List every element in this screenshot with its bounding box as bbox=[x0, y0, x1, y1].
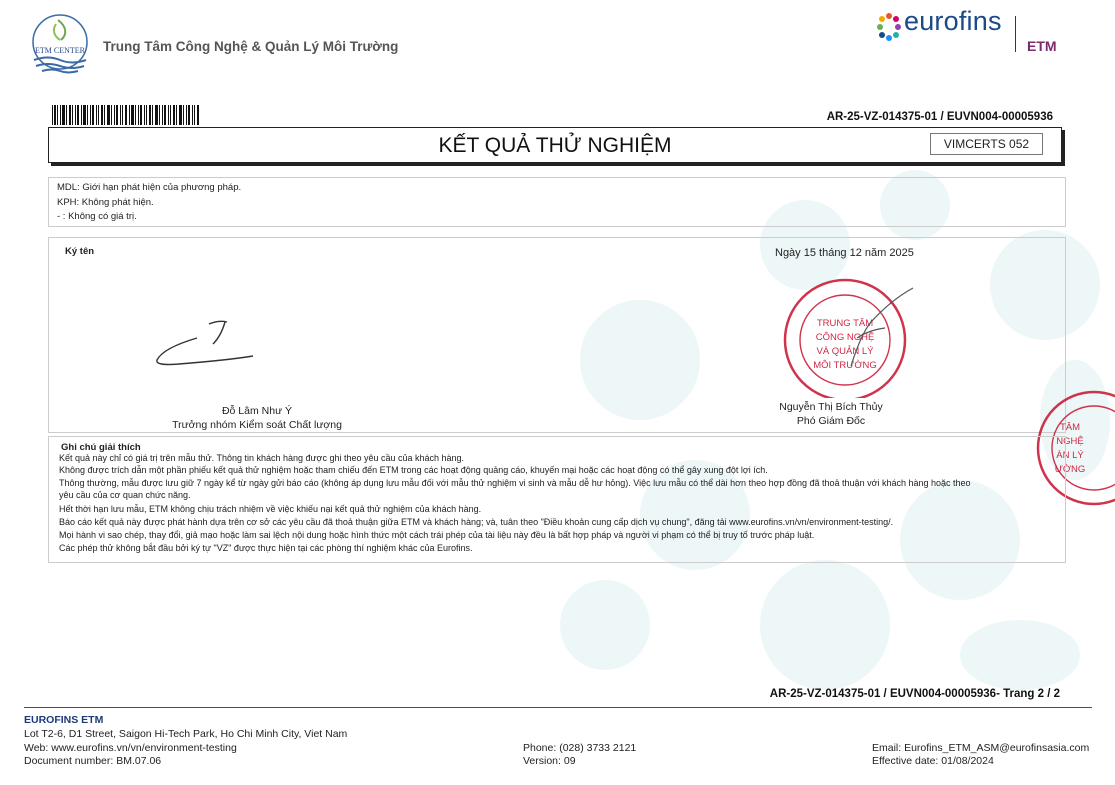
background-circle bbox=[760, 560, 890, 690]
footer-address: Lot T2-6, D1 Street, Saigon Hi-Tech Park, Ho Chi Minh City, Viet Nam bbox=[24, 728, 348, 740]
notes-box bbox=[48, 436, 1066, 563]
accreditation-badge: VIMCERTS 052 bbox=[930, 133, 1043, 155]
note-item: Báo cáo kết quả này được phát hành dựa trên cơ sở các yêu cầu đã thoả thuận giữa ETM và khách hàng; và, tuân theo "Điều khoản cung cấp dịch vụ chung", đăng tải www.eurofins.vn/vn/environment-testing/. bbox=[59, 517, 894, 527]
title-box bbox=[48, 127, 1062, 163]
organization-name: Trung Tâm Công Nghệ & Quản Lý Môi Trường bbox=[103, 39, 399, 54]
footer-email: Email: Eurofins_ETM_ASM@eurofinsasia.com bbox=[872, 742, 1090, 754]
svg-text:NGHỆ: NGHỆ bbox=[1056, 436, 1084, 447]
signature-label: Ký tên bbox=[65, 246, 95, 257]
note-item: Mọi hành vi sao chép, thay đổi, giả mạo hoặc làm sai lệch nội dung hoặc hình thức một cách trái phép của tài liệu này đều là bất hợp pháp và người vi phạm có thể bị truy tố trước pháp luật. bbox=[59, 530, 815, 540]
svg-text:ƯỜNG: ƯỜNG bbox=[1054, 464, 1086, 475]
signature-1-image bbox=[149, 314, 309, 374]
background-circle bbox=[960, 620, 1080, 690]
footer-effective-date: Effective date: 01/08/2024 bbox=[872, 755, 994, 767]
page-reference: AR-25-VZ-014375-01 / EUVN004-00005936- Trang 2 / 2 bbox=[769, 688, 1060, 700]
footer-phone: Phone: (028) 3733 2121 bbox=[523, 742, 637, 754]
footer-doc-number: Document number: BM.07.06 bbox=[24, 755, 162, 767]
report-id: AR-25-VZ-014375-01 / EUVN004-00005936 bbox=[826, 111, 1053, 123]
note-item: Hết thời hạn lưu mẫu, ETM không chịu trách nhiệm về việc khiếu nại kết quả thử nghiệm của khách hàng. bbox=[59, 504, 482, 514]
note-item: Thông thường, mẫu được lưu giữ 7 ngày kể từ ngày gửi báo cáo (không áp dụng lưu mẫu đối với mẫu thử nghiệm vi sinh và mẫu dễ hư hỏng). Việc lưu mẫu có thể dài hơn theo hợp đồng đã thoả thuận với khách hàng hoặc theo bbox=[59, 478, 971, 488]
background-circle bbox=[560, 580, 650, 670]
definition-line: MDL: Giới hạn phát hiện của phương pháp. bbox=[57, 182, 242, 193]
eurofins-brand: eurofins bbox=[904, 6, 1002, 36]
definition-line: KPH: Không phát hiện. bbox=[57, 197, 154, 208]
signer-2-name: Nguyễn Thị Bích Thủy bbox=[779, 401, 883, 413]
signer-1-title: Trưởng nhóm Kiểm soát Chất lượng bbox=[172, 419, 342, 431]
brand-divider bbox=[1015, 16, 1016, 52]
stamp-line: CÔNG NGHỆ bbox=[815, 332, 875, 343]
note-item: Không được trích dẫn một phần phiếu kết quả thử nghiệm hoặc tham chiếu đến ETM trong các hoạt động quảng cáo, khuyến mại hoặc các hoạt động có thể gây xung đột lợi ích. bbox=[59, 465, 768, 475]
svg-text:ÀN LÝ: ÀN LÝ bbox=[1056, 450, 1084, 461]
stamp-line: MÔI TRƯỜNG bbox=[813, 360, 877, 371]
signer-2-title: Phó Giám Đốc bbox=[796, 415, 866, 427]
report-title: KẾT QUẢ THỬ NGHIỆM bbox=[438, 134, 672, 157]
footer-divider bbox=[24, 707, 1092, 708]
definitions-box bbox=[48, 177, 1066, 227]
signature-box bbox=[48, 237, 1066, 433]
signer-1-name: Đỗ Lâm Như Ý bbox=[221, 405, 293, 417]
brand-unit: ETM bbox=[1027, 38, 1057, 54]
stamp-line: TRUNG TÂM bbox=[816, 318, 874, 329]
footer-web: Web: www.eurofins.vn/vn/environment-testing bbox=[24, 742, 237, 754]
notes-title: Ghi chú giải thích bbox=[61, 442, 141, 453]
footer-company: EUROFINS ETM bbox=[24, 714, 104, 726]
official-stamp bbox=[781, 274, 915, 398]
stamp-line: VÀ QUẢN LÝ bbox=[816, 346, 874, 357]
etm-center-logo bbox=[28, 12, 92, 76]
signature-date: Ngày 15 tháng 12 năm 2025 bbox=[775, 247, 914, 259]
logo-text: ETM CENTER bbox=[35, 46, 85, 55]
svg-text:TÂM: TÂM bbox=[1059, 422, 1081, 433]
note-item: Các phép thử không bắt đầu bởi ký tự "VZ" được thực hiện tại các phòng thí nghiệm khác của Eurofins. bbox=[59, 543, 473, 553]
definition-line: - : Không có giá trị. bbox=[57, 211, 137, 222]
note-item: Kết quả này chỉ có giá trị trên mẫu thử. Thông tin khách hàng được ghi theo yêu cầu của khách hàng. bbox=[59, 453, 465, 463]
note-item: yêu cầu của cơ quan chức năng. bbox=[59, 490, 191, 500]
footer-version: Version: 09 bbox=[523, 755, 576, 767]
barcode bbox=[52, 105, 200, 125]
